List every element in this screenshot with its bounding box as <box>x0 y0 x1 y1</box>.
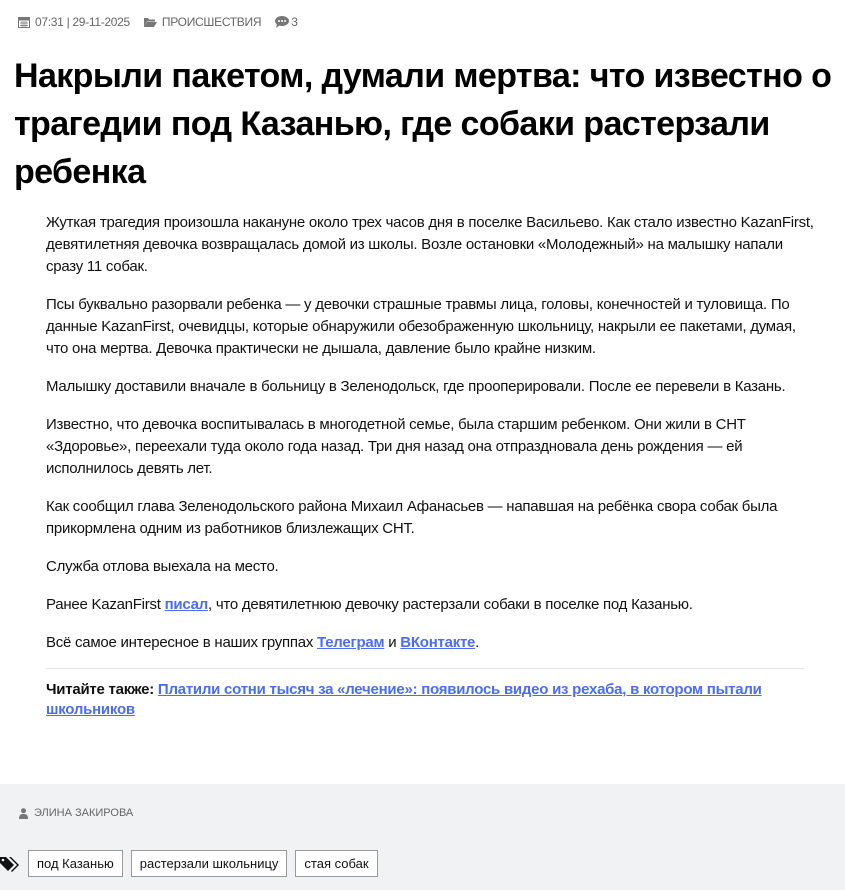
category-link[interactable]: ПРОИСШЕСТВИЯ <box>161 15 262 29</box>
publish-time: 07:31 | 29-11-2025 <box>35 15 130 29</box>
vk-link[interactable]: ВКонтакте <box>400 634 476 651</box>
paragraph: Малышку доставили вначале в больницу в Зеленодольск, где прооперировали. После ее перевели в Казань. <box>46 378 786 395</box>
earlier-link[interactable]: писал <box>164 596 209 613</box>
user-icon <box>19 808 28 819</box>
paragraph: Известно, что девочка воспитывалась в многодетной семье, была старшим ребенком. Они жили в СНТ «Здоровье», переехали туда около года назад. Три дня назад она отпраздновала день рождения — ей исполнилось девять лет. <box>46 416 746 477</box>
tags <box>0 850 378 877</box>
tag[interactable]: под Казанью <box>28 850 123 877</box>
telegram-link[interactable]: Телеграм <box>317 634 385 651</box>
comments-icon <box>275 16 289 28</box>
tags-icon <box>0 856 20 872</box>
author-name[interactable]: ЭЛИНА ЗАКИРОВА <box>34 807 134 819</box>
article-footer <box>0 784 845 890</box>
article-body <box>46 212 816 720</box>
tag[interactable]: стая собак <box>295 850 377 877</box>
calendar-icon <box>18 16 30 28</box>
paragraph: Служба отлова выехала на место. <box>46 558 279 575</box>
paragraph: Как сообщил глава Зеленодольского района Михаил Афанасьев — напавшая на ребёнка свора собак была прикормлена одним из работников близлежащих СНТ. <box>46 498 778 537</box>
paragraph-earlier: Ранее KazanFirst писал, что девятилетнюю девочку растерзали собаки в поселке под Казанью. <box>46 596 693 613</box>
tag[interactable]: растерзали школьницу <box>131 850 288 877</box>
paragraph: Псы буквально разорвали ребенка — у девочки страшные травмы лица, головы, конечностей и туловища. По данные KazanFirst, очевидцы, которые обнаружили обезображенную школьницу, накрыли ее пакетами, думая, что она мертва. Девочка практически не дышала, давление было крайне низким. <box>46 296 796 357</box>
read-also: Читайте также: Платили сотни тысяч за «лечение»: появилось видео из рехаба, в котором пытали школьников <box>46 681 762 718</box>
article-title: Накрыли пакетом, думали мертва: что известно о трагедии под Казанью, где собаки растерзали ребенка <box>14 57 832 191</box>
comments-count[interactable]: 3 <box>291 15 298 29</box>
folder-icon <box>144 17 157 28</box>
author <box>19 807 133 819</box>
paragraph: Жуткая трагедия произошла накануне около трех часов дня в поселке Васильево. Как стало известно KazanFirst, девятилетняя девочка возвращалась домой из школы. Возле остановки «Молодежный» на малышку напали сразу 11 собак. <box>46 214 814 275</box>
read-also-link[interactable]: Платили сотни тысяч за «лечение»: появилось видео из рехаба, в котором пытали школьников <box>46 681 762 718</box>
paragraph-groups: Всё самое интересное в наших группах Телеграм и ВКонтакте. <box>46 634 480 651</box>
article-meta <box>18 15 298 29</box>
divider <box>46 668 804 669</box>
